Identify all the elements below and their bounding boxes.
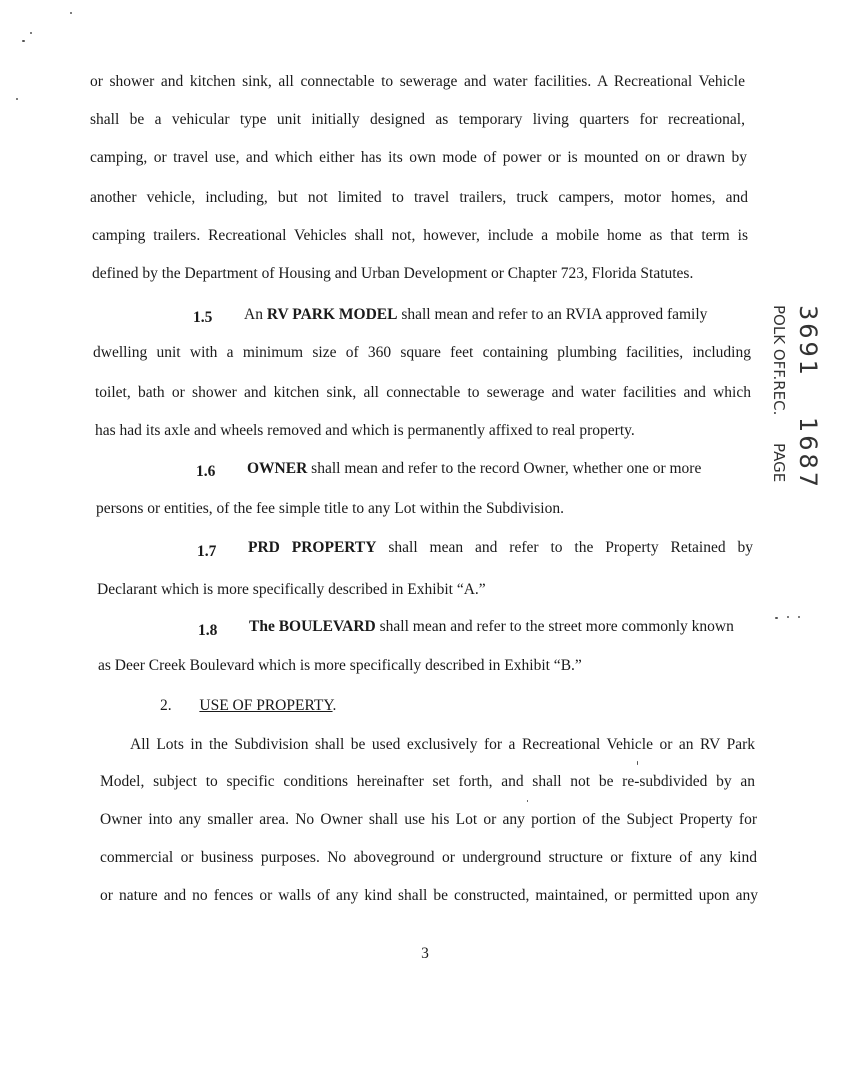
section-number: 1.6 [196,463,216,480]
paragraph-line: defined by the Department of Housing and Urban Development or Chapter 723, Florida Statutes. [92,265,694,282]
section-number: 1.7 [197,543,217,560]
paragraph-line: commercial or business purposes. No aboveground or underground structure or fixture of any kind [100,849,757,866]
definition-prefix: An [244,306,263,323]
scan-speck [22,40,25,42]
section-title: USE OF PROPERTY [199,697,333,714]
definition-text: shall mean and refer to the Property Retained by [388,539,754,556]
paragraph-line: another vehicle, including, but not limited to travel trailers, truck campers, motor homes, and [90,189,748,206]
defined-term: The BOULEVARD [249,618,376,635]
paragraph-line: has had its axle and wheels removed and which is permanently affixed to real property. [95,422,635,439]
defined-term: RV PARK MODEL [266,306,398,323]
paragraph-line: Declarant which is more specifically described in Exhibit “A.” [97,581,486,598]
section-number: 1.5 [193,309,213,326]
section-number: 1.8 [198,622,218,639]
scan-speck [798,616,800,618]
stamp-page-number: 1687 [794,417,822,491]
page-number: 3 [421,945,429,962]
definition-text: shall mean and refer to an RVIA approved family [401,306,708,323]
scan-speck [787,616,789,618]
stamp-page-label: PAGE [770,443,788,483]
paragraph-line: camping trailers. Recreational Vehicles shall not, however, include a mobile home as that term is [92,227,748,244]
paragraph-line: or shower and kitchen sink, all connectable to sewerage and water facilities. A Recreational Vehicle [90,73,745,90]
definition-first-line [247,459,701,479]
stamp-book-number: 3691 [794,305,822,379]
definition-first-line [249,617,734,637]
definition-first-line [248,538,753,558]
defined-term: PRD PROPERTY [248,539,377,556]
paragraph-line: shall be a vehicular type unit initially designed as temporary living quarters for recreational, [90,111,745,128]
scan-speck [527,800,528,802]
scan-speck [70,12,72,14]
definition-text: shall mean and refer to the record Owner, whether one or more [311,460,702,477]
paragraph-line: as Deer Creek Boulevard which is more specifically described in Exhibit “B.” [98,657,582,674]
paragraph-line: or nature and no fences or walls of any kind shall be constructed, maintained, or permitted upon any [100,887,758,904]
paragraph-line: dwelling unit with a minimum size of 360 square feet containing plumbing facilities, including [93,344,751,361]
paragraph-line: All Lots in the Subdivision shall be used exclusively for a Recreational Vehicle or an RV Park [130,736,755,753]
recording-stamp [760,305,830,491]
paragraph-line: toilet, bath or shower and kitchen sink, all connectable to sewerage and water facilities and which [95,384,751,401]
scan-speck [30,32,32,34]
paragraph-line: Model, subject to specific conditions hereinafter set forth, and shall not be re-subdivided by an [100,773,755,790]
paragraph-line: persons or entities, of the fee simple title to any Lot within the Subdivision. [96,500,564,517]
section-number: 2. [160,697,172,714]
scan-speck [16,98,18,100]
scan-speck [775,617,778,619]
paragraph-line: Owner into any smaller area. No Owner shall use his Lot or any portion of the Subject Property for [100,811,757,828]
stamp-book-label: POLK OFF.REC. [770,305,788,416]
scan-speck [637,761,638,765]
definition-first-line [244,305,707,325]
paragraph-line: camping, or travel use, and which either has its own mode of power or is mounted on or drawn by [90,149,747,166]
section-heading [160,696,336,716]
definition-text: shall mean and refer to the street more commonly known [379,618,734,635]
section-title-suffix: . [332,697,337,714]
defined-term: OWNER [247,460,308,477]
